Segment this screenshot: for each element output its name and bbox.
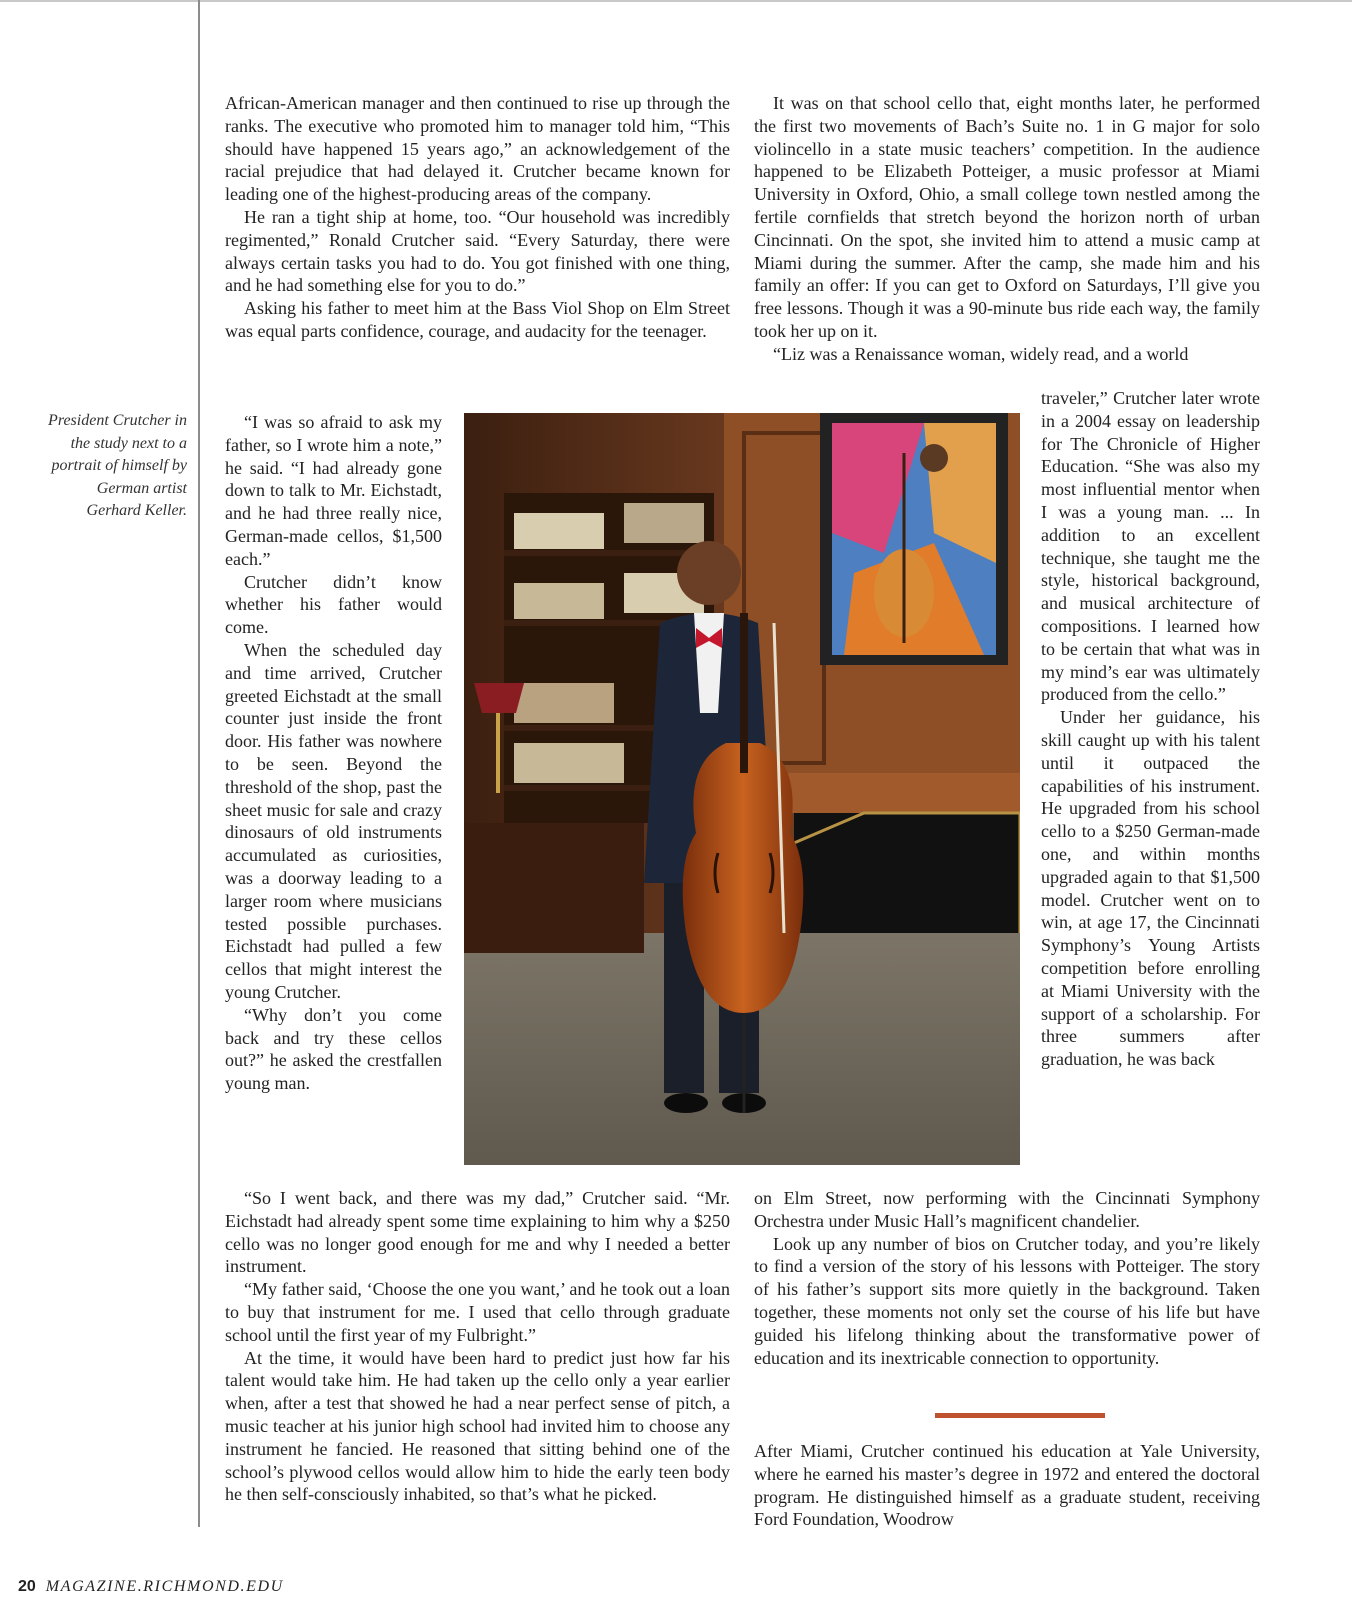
- section-divider: [935, 1413, 1105, 1418]
- paragraph: Crutcher didn’t know whether his father would come.: [225, 571, 442, 638]
- margin-rule: [198, 0, 200, 1527]
- paragraph: Asking his father to meet him at the Bass Viol Shop on Elm Street was equal parts confidence, courage, and audacity for the teenager.: [225, 298, 730, 341]
- left-column-top: [225, 92, 730, 343]
- paragraph: It was on that school cello that, eight months later, he performed the first two movements of Bach’s Suite no. 1 in G major for solo violincello in a state music teachers’ competition. In the audience happened to be Elizabeth Potteiger, a music professor at Miami University in Oxford, Ohio, a small college town nestled among the fertile cornfields that stretch beyond the horizon north of urban Cincinnati. On the spot, she invited him to attend a music camp at Miami during the summer. After the camp, she made him and his family an offer: If you can get to Oxford on Saturdays, I’ll give you free lessons. Though it was a 90-minute bus ride each way, the family took her up on it.: [754, 93, 1260, 341]
- paragraph: Look up any number of bios on Crutcher today, and you’re likely to find a version of the story of his lessons with Potteiger. The story of his father’s support sits more quietly in the background. Taken together, these moments not only set the course of his life but have guided his lifelong thinking about the transformative power of education and its inextricable connection to opportunity.: [754, 1233, 1260, 1368]
- portrait-photo: [464, 413, 1020, 1165]
- page-footer: [18, 1578, 284, 1596]
- paragraph: After Miami, Crutcher continued his education at Yale University, where he earned his master’s degree in 1972 and entered the doctoral program. He distinguished himself as a graduate student, receiving Ford Foundation, Woodrow: [754, 1441, 1260, 1530]
- right-column-wrap: [1041, 387, 1260, 1071]
- paragraph: “My father said, ‘Choose the one you want,’ and he took out a loan to buy that instrument for me. I used that cello through graduate school until the first year of my Fulbright.”: [225, 1279, 730, 1345]
- paragraph: “I was so afraid to ask my father, so I wrote him a note,” he said. “I had already gone down to talk to Mr. Eichstadt, and he had three really nice, German-made cellos, $1,500 each.”: [225, 412, 442, 569]
- paragraph: Under her guidance, his skill caught up with his talent until it outpaced the capabilities of his instrument. He upgraded from his school cello to a $250 German-made one, and within months upgraded again to that $1,500 model. Crutcher went on to win, at age 17, the Cincinnati Symphony’s Young Artists competition before enrolling at Miami University with the support of a scholarship. For three summers after graduation, he was back: [1041, 707, 1260, 1070]
- site-url[interactable]: MAGAZINE.RICHMOND.EDU: [45, 1578, 284, 1595]
- paragraph: He ran a tight ship at home, too. “Our household was incredibly regimented,” Ronald Crutcher said. “Every Saturday, there were always certain tasks you had to do. You got finished with one thing, and he had something else for you to do.”: [225, 206, 730, 296]
- paragraph: traveler,” Crutcher later wrote in a 2004 essay on leadership for The Chronicle of Higher Education. “She was also my most influential mentor when I was a young man. ... In addition to an excellent technique, she taught me the style, historical background, and musical architecture of compositions. I learned how to be certain that what was in my mind’s ear was ultimately produced from the cello.”: [1041, 388, 1260, 705]
- paragraph: When the scheduled day and time arrived, Crutcher greeted Eichstadt at the small counter just inside the front door. His father was nowhere to be seen. Beyond the threshold of the shop, past the sheet music for sale and crazy dinosaurs of old instruments accumulated as curiosities, was a doorway leading to a larger room where musicians tested possible purchases. Eichstadt had pulled a few cellos that might interest the young Crutcher.: [225, 639, 442, 1002]
- right-column-final: [754, 1440, 1260, 1531]
- page-number: 20: [18, 1578, 36, 1595]
- right-column-bottom: [754, 1187, 1260, 1369]
- left-column-bottom: [225, 1187, 730, 1506]
- paragraph: African-American manager and then continued to rise up through the ranks. The executive who promoted him to manager told him, “This should have happened 15 years ago,” an acknowledgement of the racial prejudice that had delayed it. Crutcher became known for leading one of the highest-producing areas of the company.: [225, 93, 730, 205]
- paragraph: “So I went back, and there was my dad,” Crutcher said. “Mr. Eichstadt had already spent some time explaining to him why a $250 cello was no longer good enough for me and why I needed a better instrument.: [225, 1188, 730, 1277]
- photo-caption: President Crutcher in the study next to a portrait of himself by German artist Gerhard Keller.: [48, 412, 187, 519]
- right-column-top: [754, 92, 1260, 366]
- paragraph: on Elm Street, now performing with the Cincinnati Symphony Orchestra under Music Hall’s magnificent chandelier.: [754, 1188, 1260, 1231]
- left-column-wrap: [225, 411, 442, 1095]
- paragraph: At the time, it would have been hard to predict just how far his talent would take him. He had taken up the cello only a year earlier when, after a test that showed he had a near perfect sense of pitch, a music teacher at his junior high school had invited him to choose any instrument he fancied. He reasoned that sitting behind one of the school’s plywood cellos would allow him to hide the early teen body he then self-consciously inhabited, so that’s what he picked.: [225, 1347, 730, 1505]
- paragraph: “Why don’t you come back and try these cellos out?” he asked the crestfallen young man.: [225, 1004, 442, 1094]
- paragraph: “Liz was a Renaissance woman, widely read, and a world: [773, 343, 1189, 364]
- top-border: [0, 0, 1352, 2]
